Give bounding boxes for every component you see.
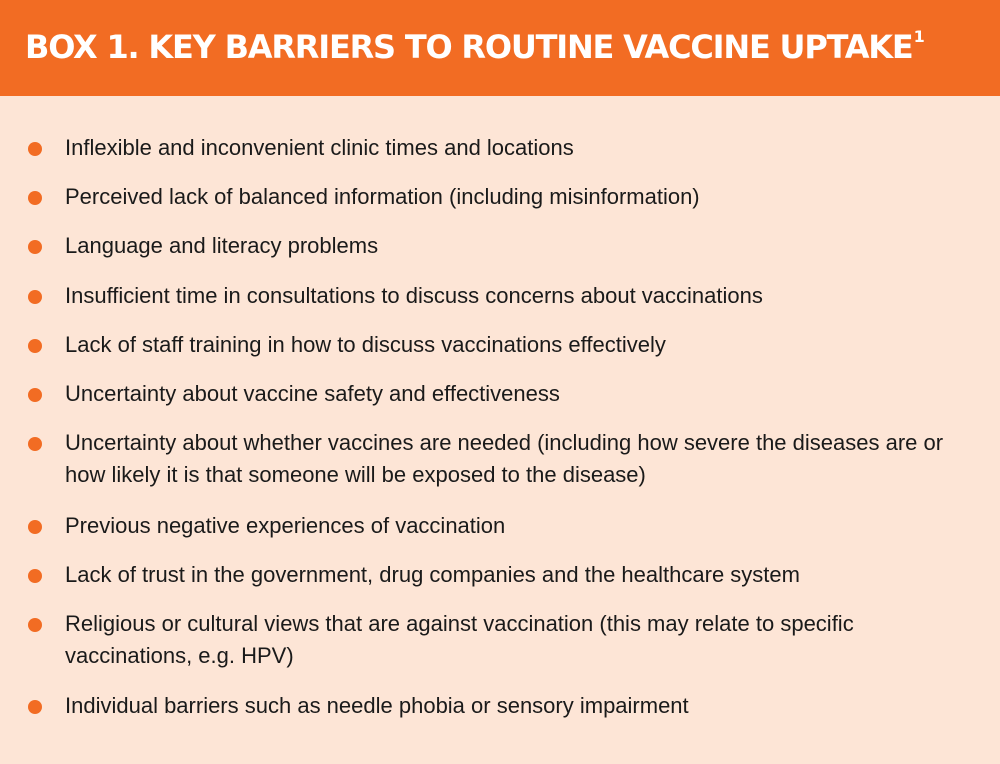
list-item-text: Perceived lack of balanced information (including misinformation): [65, 184, 700, 209]
bullet-icon: [28, 290, 42, 304]
list-item-text: Language and literacy problems: [65, 233, 379, 258]
list-item-text: Previous negative experiences of vaccination: [65, 513, 506, 538]
bullet-icon: [28, 191, 42, 205]
list-item: [28, 132, 978, 164]
list-item: [28, 230, 978, 262]
bullet-icon: [28, 339, 42, 353]
list-item-text: Uncertainty about whether vaccines are needed (including how severe the diseases are or how likely it is that someone will be exposed to the disease): [65, 430, 944, 487]
list-item: [28, 690, 978, 722]
list-item: [28, 510, 978, 542]
box-header: [0, 0, 1000, 96]
bullet-icon: [28, 618, 42, 632]
footnote-reference: 1: [913, 27, 925, 47]
list-item: [28, 608, 978, 672]
bullet-icon: [28, 437, 42, 451]
list-item-text: Uncertainty about vaccine safety and effectiveness: [65, 381, 560, 406]
list-item: [28, 329, 978, 361]
box-title-text: BOX 1. KEY BARRIERS TO ROUTINE VACCINE UPTAKE: [25, 28, 913, 66]
list-item-text: Lack of trust in the government, drug companies and the healthcare system: [65, 562, 800, 587]
list-item-text: Insufficient time in consultations to discuss concerns about vaccinations: [65, 283, 763, 308]
list-item-text: Inflexible and inconvenient clinic times and locations: [65, 135, 574, 160]
list-item: [28, 559, 978, 591]
bullet-icon: [28, 388, 42, 402]
list-item-text: Lack of staff training in how to discuss vaccinations effectively: [65, 332, 666, 357]
bullet-icon: [28, 520, 42, 534]
list-item: [28, 427, 978, 491]
bullet-icon: [28, 569, 42, 583]
bullet-icon: [28, 240, 42, 254]
list-item-text: Individual barriers such as needle phobia or sensory impairment: [65, 693, 689, 718]
list-item: [28, 280, 978, 312]
bullet-icon: [28, 142, 42, 156]
bullet-icon: [28, 700, 42, 714]
list-item: [28, 378, 978, 410]
list-item-text: Religious or cultural views that are against vaccination (this may relate to specific vaccinations, e.g. HPV): [65, 611, 854, 668]
list-item: [28, 181, 978, 213]
box-title: [25, 27, 925, 67]
